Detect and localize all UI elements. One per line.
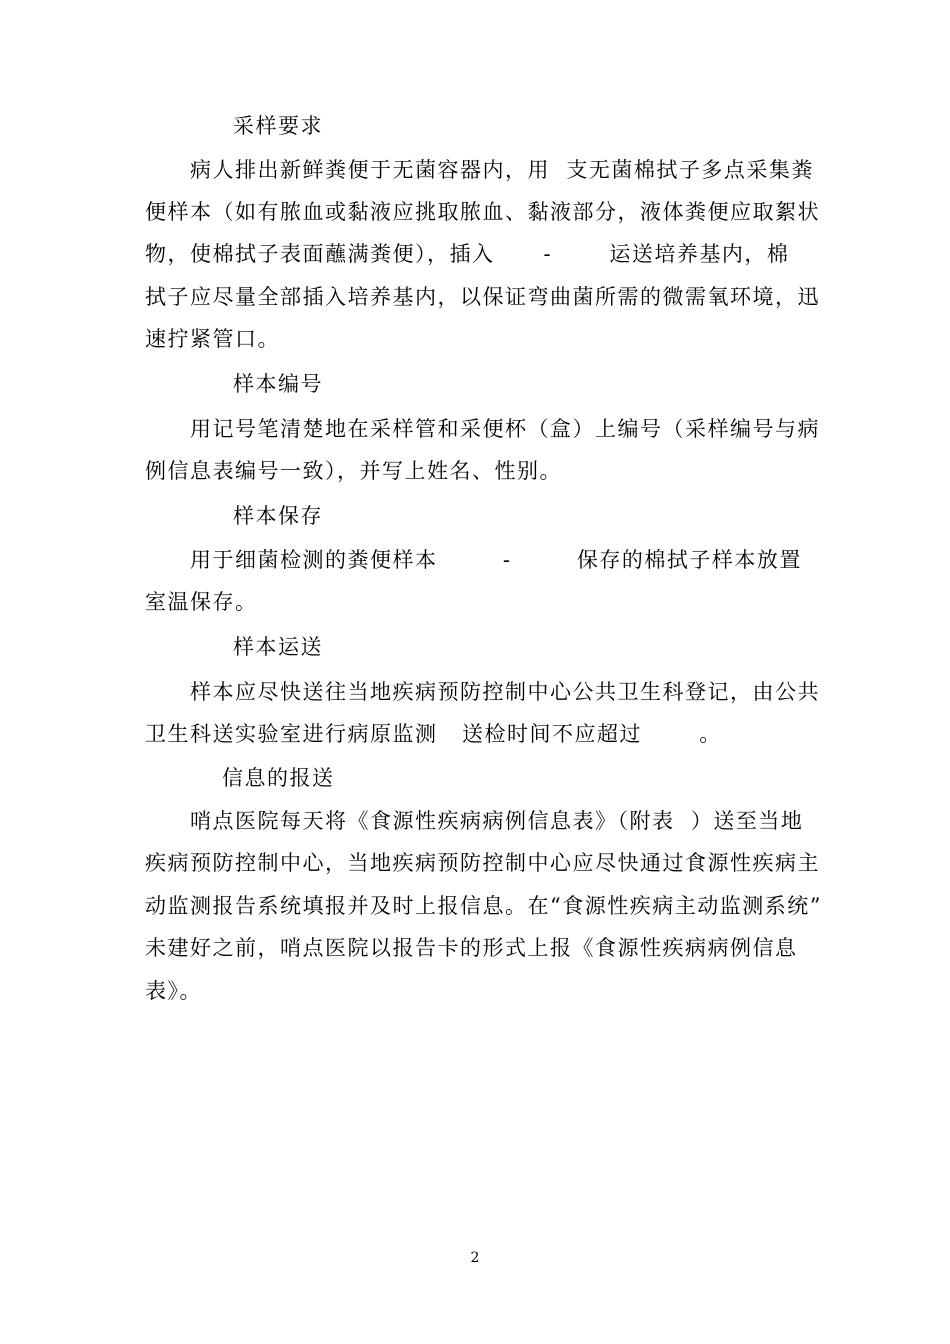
paragraph-line: 卫生科送实验室进行病原监测 送检时间不应超过 。 <box>145 722 722 746</box>
paragraph-line: 哨点医院每天将《食源性疾病病例信息表》（附表 ）送至当地 <box>190 809 804 833</box>
paragraph-line: 动监测报告系统填报并及时上报信息。在“食源性疾病主动监测系统” <box>145 894 822 918</box>
section-heading-numbering: 样本编号 <box>233 372 323 396</box>
paragraph-line: 速拧紧管口。 <box>145 327 280 351</box>
paragraph-line: 表》。 <box>145 979 202 1003</box>
paragraph-line: 拭子应尽量全部插入培养基内，以保证弯曲菌所需的微需氧环境，迅 <box>145 285 820 309</box>
section-heading-reporting: 信息的报送 <box>222 766 335 790</box>
section-heading-transport: 样本运送 <box>233 635 323 659</box>
paragraph-line: 样本应尽快送往当地疾病预防控制中心公共卫生科登记，由公共 <box>190 680 820 704</box>
page-number: 2 <box>470 1250 480 1266</box>
paragraph-line: 用记号笔清楚地在采样管和采便杯（盒）上编号（采样编号与病 <box>190 417 820 441</box>
paragraph-line: 病人排出新鲜粪便于无菌容器内，用 支无菌棉拭子多点采集粪 <box>190 158 814 182</box>
paragraph-line: 未建好之前，哨点医院以报告卡的形式上报《食源性疾病病例信息 <box>145 936 798 960</box>
section-heading-sampling: 采样要求 <box>233 114 323 138</box>
paragraph-line: 用于细菌检测的粪便样本 - 保存的棉拭子样本放置 <box>190 548 802 572</box>
paragraph-line: 例信息表编号一致），并写上姓名、性别。 <box>145 459 562 483</box>
paragraph-line: 物，使棉拭子表面蘸满粪便），插入 - 运送培养基内，棉 <box>145 242 790 266</box>
section-heading-storage: 样本保存 <box>233 504 323 528</box>
paragraph-line: 便样本（如有脓血或黏液应挑取脓血、黏液部分，液体粪便应取絮状 <box>145 200 820 224</box>
paragraph-line: 疾病预防控制中心，当地疾病预防控制中心应尽快通过食源性疾病主 <box>145 851 820 875</box>
paragraph-line: 室温保存。 <box>145 590 258 614</box>
